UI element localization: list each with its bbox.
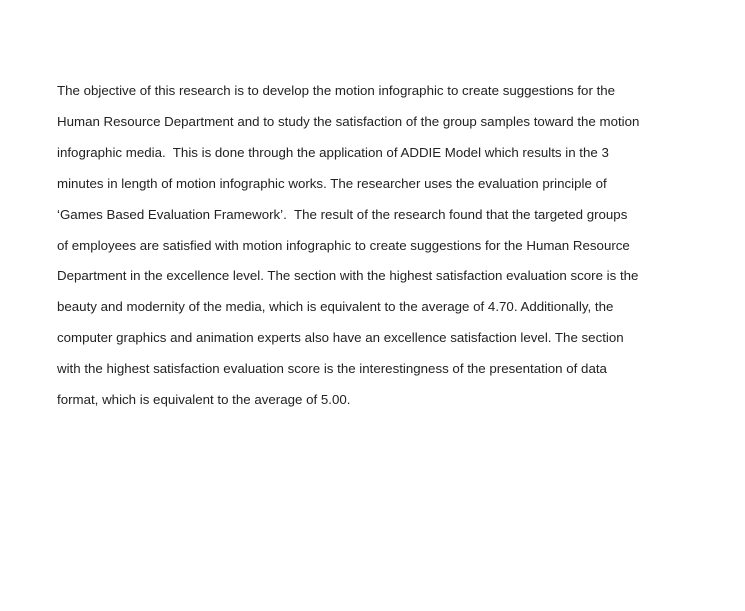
abstract-line: The objective of this research is to develop the motion infographic to create suggestions for the (57, 83, 616, 98)
abstract-line: Department in the excellence level. The section with the highest satisfaction evaluation score is the (57, 268, 639, 284)
abstract-line: Human Resource Department and to study the satisfaction of the group samples toward the motion (57, 113, 640, 129)
abstract-line: minutes in length of motion infographic works. The researcher uses the evaluation principle of (57, 175, 607, 191)
abstract-line: beauty and modernity of the media, which is equivalent to the average of 4.70. Additionally, the (57, 299, 614, 315)
abstract-line: of employees are satisfied with motion infographic to create suggestions for the Human Resource (57, 237, 630, 253)
abstract-line: infographic media. This is done through the application of ADDIE Model which results in the 3 (57, 144, 609, 160)
abstract-line: ‘Games Based Evaluation Framework’. The result of the research found that the targeted groups (57, 206, 628, 222)
abstract-line: with the highest satisfaction evaluation score is the interestingness of the presentation of data (57, 361, 607, 377)
abstract-line: computer graphics and animation experts also have an excellence satisfaction level. The section (57, 330, 624, 346)
abstract-paragraph (57, 76, 697, 416)
abstract-line: format, which is equivalent to the average of 5.00. (57, 392, 351, 408)
